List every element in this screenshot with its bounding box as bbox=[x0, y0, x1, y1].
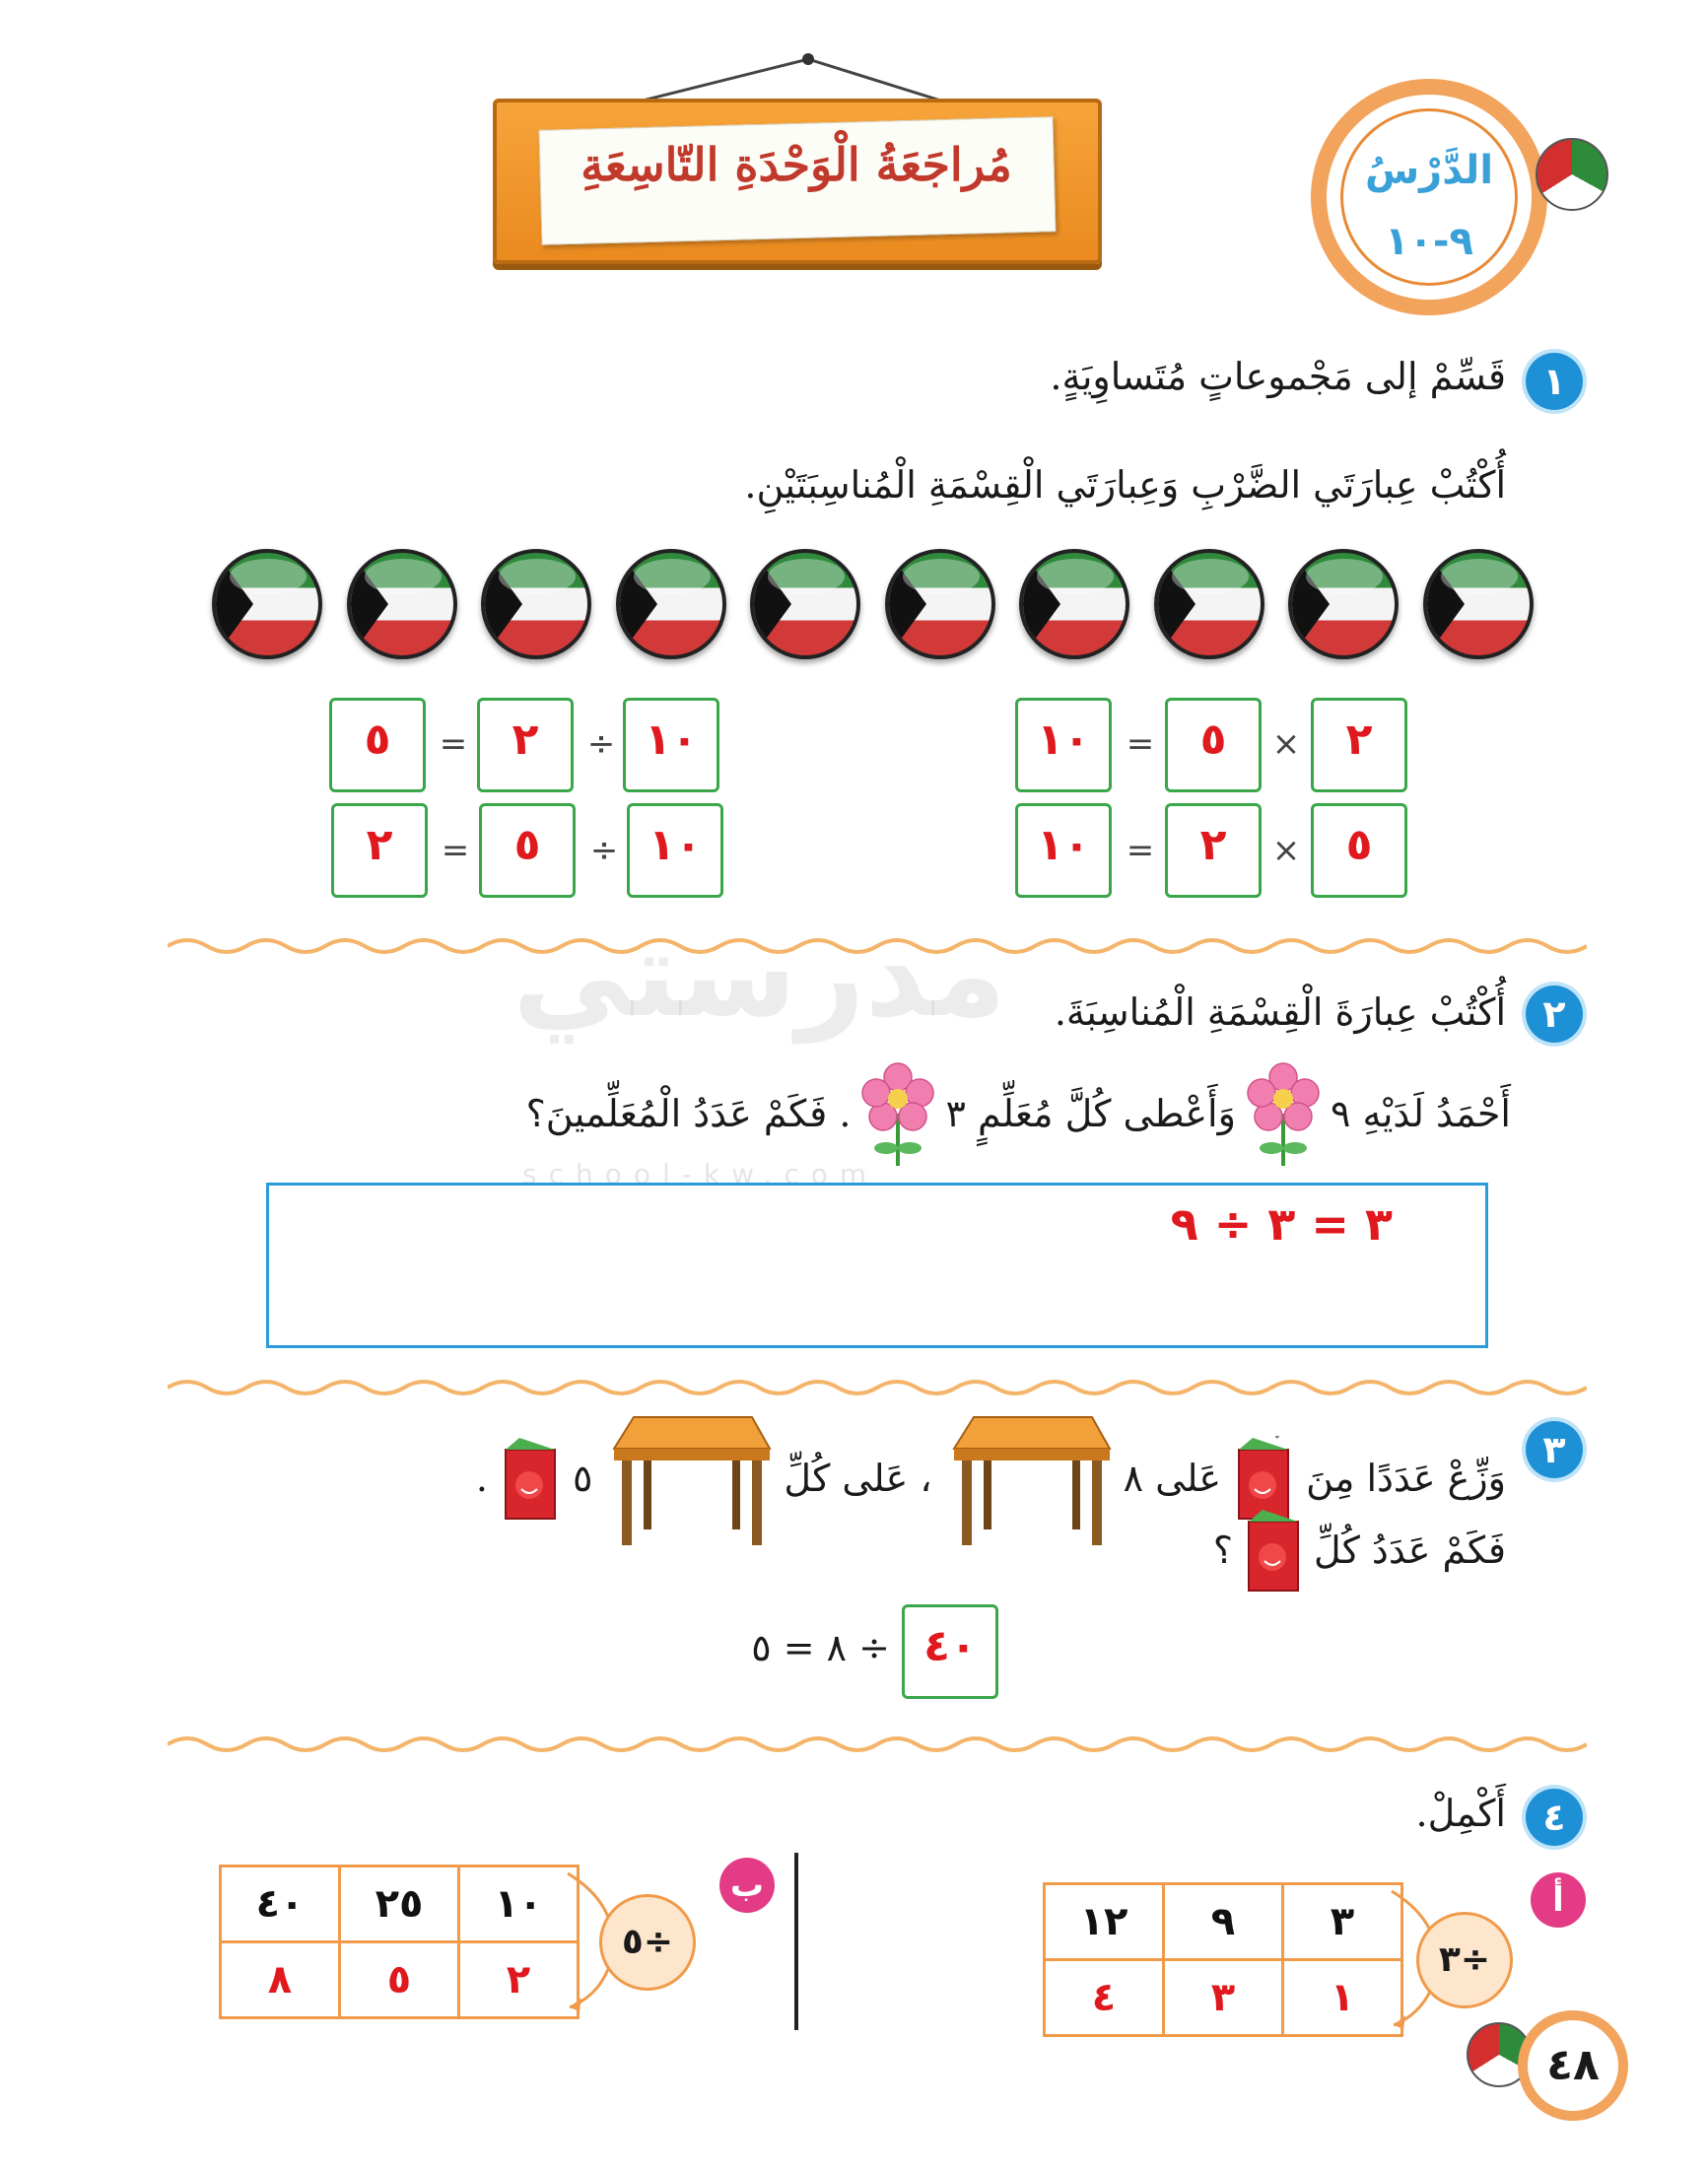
watermark-site: school-kw.com bbox=[522, 1158, 879, 1190]
mult-1-eq: = bbox=[1126, 724, 1155, 764]
divider-2 bbox=[168, 1376, 1587, 1399]
lesson-label: الدَّرْسُ bbox=[1364, 148, 1494, 193]
flower-icon bbox=[858, 1059, 937, 1168]
mult-1-op: × bbox=[1271, 724, 1301, 764]
q2-story-part2: وَأَعْطى كُلَّ مُعَلِّمٍ ٣ bbox=[945, 1092, 1236, 1135]
mult-2-b[interactable]: ٢ bbox=[1165, 803, 1262, 898]
mult-1-result[interactable]: ١٠ bbox=[1015, 698, 1112, 792]
kuwait-flag-icon bbox=[750, 549, 860, 659]
q1-instruction: قَسِّمْ إلى مَجْموعاتٍ مُتَساوِيَةٍ. bbox=[1050, 355, 1506, 398]
question-1-number: ١ bbox=[1526, 353, 1583, 410]
question-3-number: ٣ bbox=[1526, 1421, 1583, 1478]
div-1-result[interactable]: ٥ bbox=[329, 698, 426, 792]
q2-instruction: أُكْتُبْ عِبارَةَ الْقِسْمَةِ الْمُناسِبَةَ. bbox=[1054, 990, 1506, 1034]
mult-1-a[interactable]: ٢ bbox=[1311, 698, 1407, 792]
div-1-b[interactable]: ٢ bbox=[477, 698, 574, 792]
part-b-label: ب bbox=[719, 1858, 775, 1913]
div-1-eq: = bbox=[439, 724, 468, 764]
kuwait-flag-icon bbox=[1019, 549, 1129, 659]
kuwait-flag-icon bbox=[1154, 549, 1264, 659]
q1-sub-instruction: أُكْتُبْ عِبارَتَي الضَّرْبِ وَعِبارَتَي الْقِسْمَةِ الْمُناسِبَتَيْنِ. bbox=[744, 463, 1506, 507]
part-a-label: أ bbox=[1531, 1872, 1586, 1928]
div-1-a[interactable]: ١٠ bbox=[623, 698, 719, 792]
q3-answer-box[interactable]: ٤٠ bbox=[902, 1604, 998, 1699]
mult-2-op: × bbox=[1271, 831, 1301, 870]
kuwait-flag-icon bbox=[347, 549, 457, 659]
q3-line1-part4: ٥ bbox=[573, 1457, 593, 1500]
vertical-divider bbox=[794, 1853, 798, 2030]
part-a-bottom-1[interactable]: ١ bbox=[1283, 1960, 1402, 2036]
part-b-top-2: ٢٥ bbox=[340, 1867, 459, 1942]
part-a-top-2: ٩ bbox=[1164, 1884, 1283, 1960]
q3-line1-part3: ، عَلى كُلِّ bbox=[784, 1457, 932, 1500]
div-2-a[interactable]: ١٠ bbox=[627, 803, 723, 898]
part-a-operator: ÷٣ bbox=[1416, 1912, 1513, 2008]
kuwait-flag-icon bbox=[616, 549, 726, 659]
page-title: مُراجَعَةُ الْوَحْدَةِ التّاسِعَةِ bbox=[581, 138, 1012, 191]
lesson-number: ٩-١٠ bbox=[1385, 219, 1473, 264]
q2-story bbox=[526, 1059, 1511, 1168]
flower-icon bbox=[1244, 1059, 1323, 1168]
div-2-eq: = bbox=[441, 831, 470, 870]
q2-answer: ٣ = ٣ ÷ ٩ bbox=[1170, 1197, 1393, 1251]
part-a-top-3: ١٢ bbox=[1045, 1884, 1164, 1960]
kuwait-flag-icon bbox=[1288, 549, 1399, 659]
divider-1 bbox=[168, 934, 1587, 958]
div-2-result[interactable]: ٢ bbox=[331, 803, 428, 898]
q3-line1-part2: عَلى ٨ bbox=[1123, 1457, 1222, 1500]
table-icon bbox=[944, 1409, 1112, 1547]
balloon-icon bbox=[1536, 138, 1608, 211]
part-b-table bbox=[219, 1865, 580, 2019]
kuwait-flag-icon bbox=[885, 549, 995, 659]
mult-2-a[interactable]: ٥ bbox=[1311, 803, 1407, 898]
table-icon bbox=[604, 1409, 772, 1547]
part-a-bottom-3[interactable]: ٤ bbox=[1045, 1960, 1164, 2036]
div-1-op: ÷ bbox=[586, 724, 616, 764]
div-2-op: ÷ bbox=[589, 831, 619, 870]
q3-line2-text: فَكَمْ عَدَدُ كُلِّ bbox=[1313, 1528, 1506, 1572]
part-b-bottom-3[interactable]: ٨ bbox=[221, 1942, 340, 2018]
question-4-number: ٤ bbox=[1526, 1789, 1583, 1846]
q3-line2 bbox=[1213, 1508, 1506, 1593]
watermark-brand: مدرستي bbox=[512, 907, 1007, 1044]
div-2-b[interactable]: ٥ bbox=[479, 803, 576, 898]
mult-1-b[interactable]: ٥ bbox=[1165, 698, 1262, 792]
kuwait-flag-icon bbox=[212, 549, 322, 659]
part-a-bottom-2[interactable]: ٣ bbox=[1164, 1960, 1283, 2036]
part-a-table bbox=[1043, 1882, 1403, 2037]
part-a-top-1: ٣ bbox=[1283, 1884, 1402, 1960]
juice-box-icon bbox=[1243, 1508, 1304, 1593]
q3-line1: وَزِّعْ عَدَدًا مِنَ عَلى ٨ ، عَلى كُلِّ ٥ . bbox=[476, 1409, 1506, 1547]
mult-2-eq: = bbox=[1126, 831, 1155, 870]
juice-box-icon bbox=[500, 1436, 561, 1521]
q4-instruction: أَكْمِلْ. bbox=[1415, 1792, 1506, 1835]
kuwait-flag-icon bbox=[481, 549, 591, 659]
q3-line1-part1: وَزِّعْ عَدَدًا مِنَ bbox=[1306, 1457, 1506, 1500]
q3-line2-end: ؟ bbox=[1212, 1528, 1233, 1572]
divider-3 bbox=[168, 1732, 1587, 1756]
part-b-top-3: ٤٠ bbox=[221, 1867, 340, 1942]
kuwait-flag-icon bbox=[1423, 549, 1534, 659]
question-2-number: ٢ bbox=[1526, 985, 1583, 1043]
mult-2-result[interactable]: ١٠ bbox=[1015, 803, 1112, 898]
part-b-bottom-1[interactable]: ٢ bbox=[459, 1942, 579, 2018]
part-b-top-1: ١٠ bbox=[459, 1867, 579, 1942]
page-number: ٤٨ bbox=[1518, 2010, 1628, 2121]
part-b-bottom-2[interactable]: ٥ bbox=[340, 1942, 459, 2018]
q3-equation-tail: ÷ ٨ = ٥ bbox=[751, 1626, 890, 1669]
q2-story-part3: . فَكَمْ عَدَدُ الْمُعَلِّمينَ؟ bbox=[525, 1092, 852, 1135]
q2-story-part1: أَحْمَدُ لَدَيْهِ ٩ bbox=[1330, 1092, 1511, 1135]
part-b-operator: ÷٥ bbox=[599, 1894, 696, 1991]
